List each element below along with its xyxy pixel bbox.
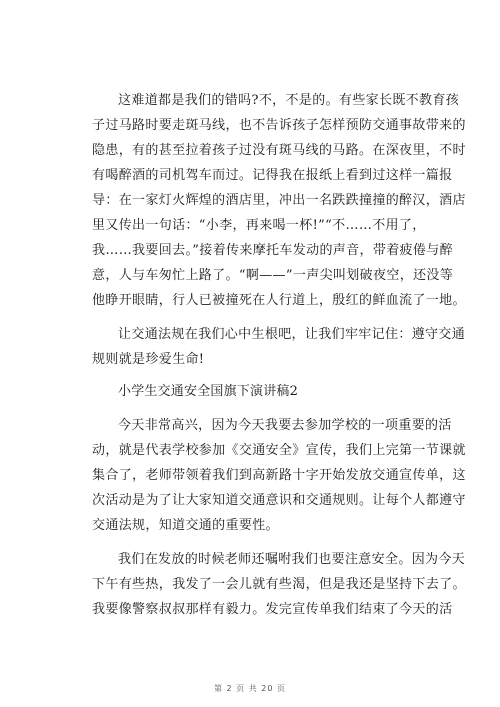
text-line: 今天非常高兴，因为今天我要去参加学校的一项重要的活 xyxy=(118,418,452,433)
text-line: 里又传出一句话：“小李，再来喝一杯!”“不……不用了， xyxy=(92,218,426,233)
text-line: 我们在发放的时候老师还嘱咐我们也要注意安全。因为今天 xyxy=(118,552,466,567)
text-line: 这难道都是我们的错吗?不，不是的。有些家长既不教育孩 xyxy=(118,93,460,108)
text-line: 导：在一家灯火辉煌的酒店里，冲出一名跌跌撞撞的醉汉，酒店 xyxy=(92,193,466,208)
text-line: 我……我要回去。”接着传来摩托车发动的声音，带着疲倦与醉 xyxy=(92,243,453,258)
section-title: 小学生交通安全国旗下演讲稿2 xyxy=(118,384,299,399)
text-line: 规则就是珍爱生命! xyxy=(92,352,205,367)
text-line: 动，就是代表学校参加《交通安全》宣传，我们上完第一节课就 xyxy=(92,443,466,458)
text-line: 有喝醉酒的司机驾车而过。记得我在报纸上看到过这样一篇报 xyxy=(92,168,453,183)
text-line: 次活动是为了让大家知道交通意识和交通规则。让每个人都遵守 xyxy=(92,493,466,508)
text-line: 子过马路时要走斑马线，也不告诉孩子怎样预防交通事故带来的 xyxy=(92,118,466,133)
text-line: 隐患，有的甚至拉着孩子过没有斑马线的马路。在深夜里，不时 xyxy=(92,143,466,158)
text-line: 意，人与车匆忙上路了。“啊——”一声尖叫划破夜空，还没等 xyxy=(92,268,454,283)
text-line: 他睁开眼睛，行人已被撞死在人行道上，殷红的鲜血流了一地。 xyxy=(92,293,466,308)
text-line: 我要像警察叔叔那样有毅力。发完宣传单我们结束了今天的活 xyxy=(92,602,453,617)
page-number-footer: 第 2 页 共 20 页 xyxy=(214,684,286,693)
text-line: 交通法规，知道交通的重要性。 xyxy=(92,518,279,533)
text-line: 下午有些热，我发了一会儿就有些渴，但是我还是坚持下去了。 xyxy=(92,577,466,592)
text-line: 集合了，老师带领着我们到高新路十字开始发放交通宣传单，这 xyxy=(92,468,466,483)
text-line: 让交通法规在我们心中生根吧，让我们牢牢记住：遵守交通 xyxy=(118,327,466,342)
